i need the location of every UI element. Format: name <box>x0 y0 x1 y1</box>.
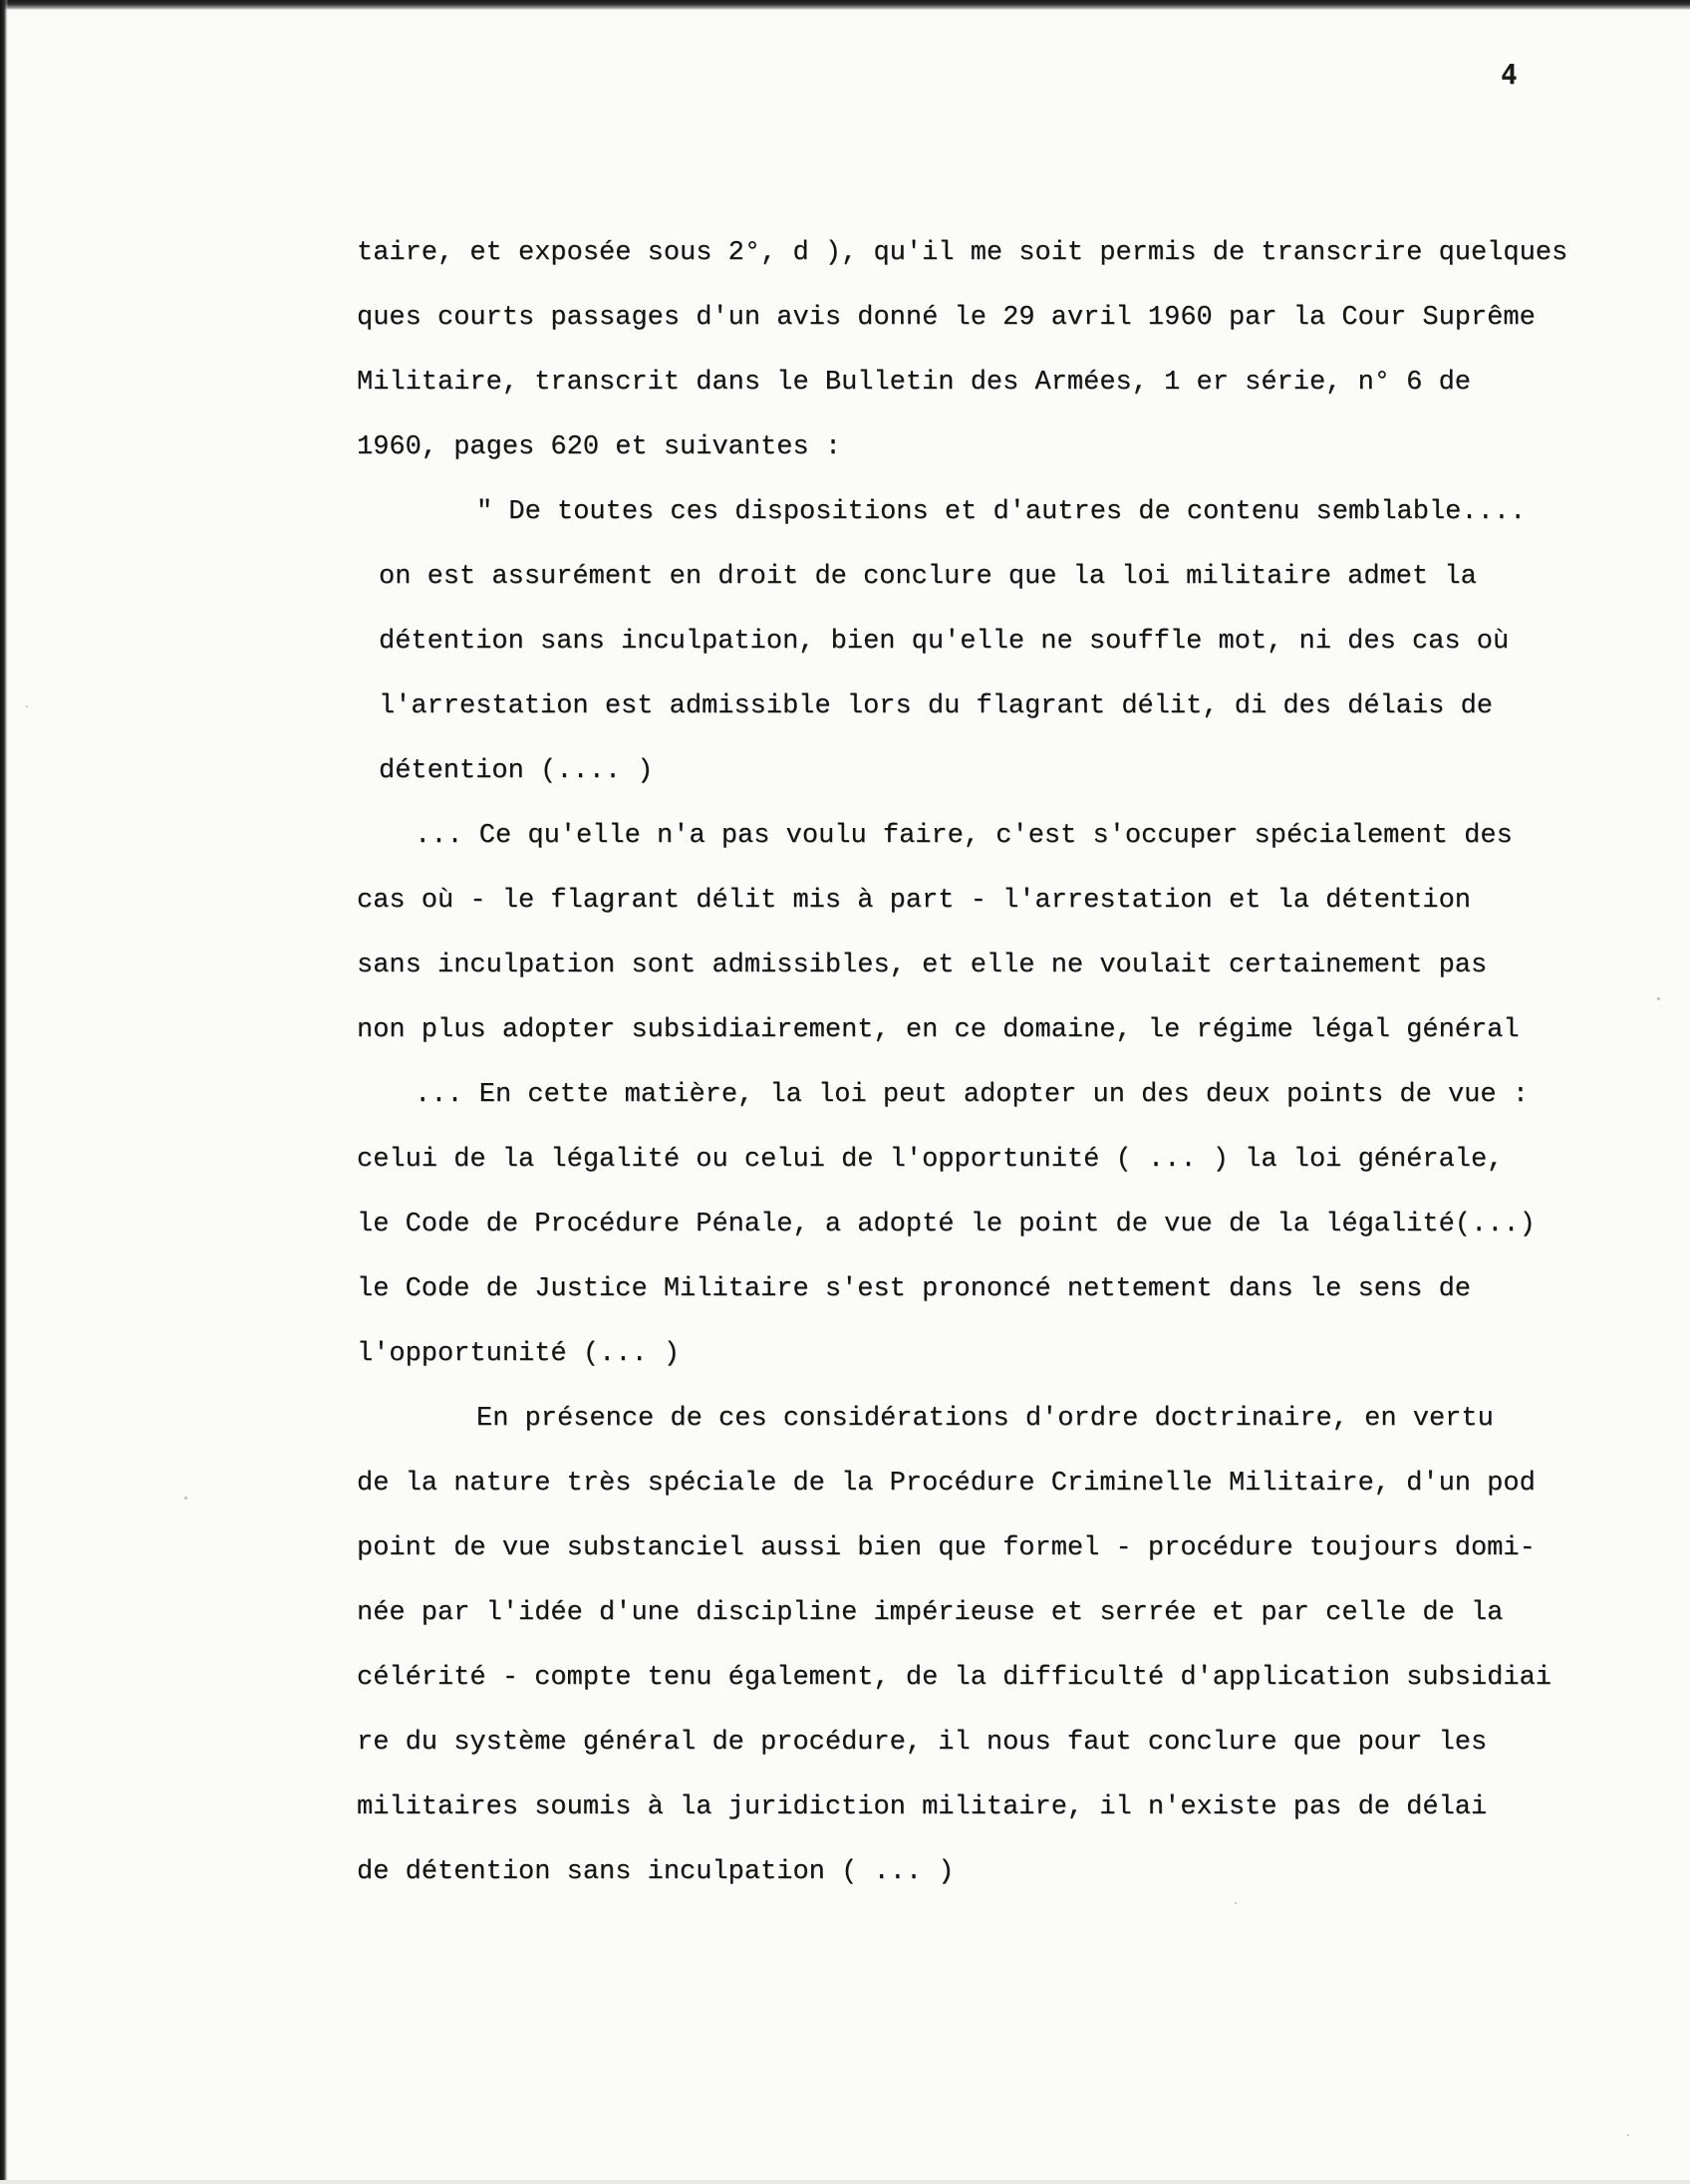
page-number: 4 <box>1501 58 1518 91</box>
text-line: Militaire, transcrit dans le Bulletin des Armées, 1 er série, n° 6 de <box>357 368 1471 398</box>
paragraph-line: née par l'idée d'une discipline impérieuse et serrée et par celle de la <box>357 1598 1504 1628</box>
body-text <box>357 221 1652 1905</box>
scan-speck <box>184 1497 187 1500</box>
paragraph-line: En présence de ces considérations d'ordre doctrinaire, en vertu <box>476 1404 1494 1434</box>
quote-line: le Code de Procédure Pénale, a adopté le point de vue de la légalité(...) <box>357 1210 1536 1239</box>
paragraph-line: de détention sans inculpation ( ... ) <box>357 1857 955 1887</box>
quote-line: ... En cette matière, la loi peut adopter un des deux points de vue : <box>415 1080 1529 1110</box>
scan-speck <box>1657 997 1660 1000</box>
quote-line: le Code de Justice Militaire s'est prononcé nettement dans le sens de <box>357 1274 1471 1304</box>
text-line: taire, et exposée sous 2°, d ), qu'il me soit permis de transcrire quelques <box>357 238 1568 268</box>
scan-speck <box>26 705 28 707</box>
paragraph-line: de la nature très spéciale de la Procédure Criminelle Militaire, d'un pod <box>357 1469 1536 1499</box>
quote-line: cas où - le flagrant délit mis à part - l'arrestation et la détention <box>357 886 1471 916</box>
quote-line: on est assurément en droit de conclure que la loi militaire admet la <box>379 562 1477 592</box>
scan-edge-left <box>0 0 8 2184</box>
paragraph-line: militaires soumis à la juridiction militaire, il n'existe pas de délai <box>357 1792 1488 1822</box>
quote-line: détention sans inculpation, bien qu'elle ne souffle mot, ni des cas où <box>379 627 1510 657</box>
scan-speck <box>1627 2134 1629 2136</box>
quote-line: l'arrestation est admissible lors du flagrant délit, di des délais de <box>379 691 1493 721</box>
quote-line: ... Ce qu'elle n'a pas voulu faire, c'est s'occuper spécialement des <box>415 821 1513 851</box>
quote-line: celui de la légalité ou celui de l'opportunité ( ... ) la loi générale, <box>357 1145 1504 1175</box>
scan-edge-bottom <box>0 2180 1690 2184</box>
scan-speck <box>1235 1902 1237 1904</box>
text-line: 1960, pages 620 et suivantes : <box>357 432 842 462</box>
quote-line: non plus adopter subsidiairement, en ce domaine, le régime légal général <box>357 1015 1520 1045</box>
paragraph-line: point de vue substanciel aussi bien que formel - procédure toujours domi- <box>357 1533 1536 1563</box>
paragraph-line: re du système général de procédure, il nous faut conclure que pour les <box>357 1728 1488 1758</box>
quote-line: " De toutes ces dispositions et d'autres de contenu semblable.... <box>476 497 1527 527</box>
quote-line: l'opportunité (... ) <box>357 1339 681 1369</box>
quote-line: détention (.... ) <box>379 756 654 786</box>
scan-edge-top <box>0 0 1690 10</box>
text-line: ques courts passages d'un avis donné le 29 avril 1960 par la Cour Suprême <box>357 303 1536 333</box>
paragraph-line: célérité - compte tenu également, de la difficulté d'application subsidiai <box>357 1663 1551 1693</box>
quote-line: sans inculpation sont admissibles, et elle ne voulait certainement pas <box>357 951 1488 980</box>
